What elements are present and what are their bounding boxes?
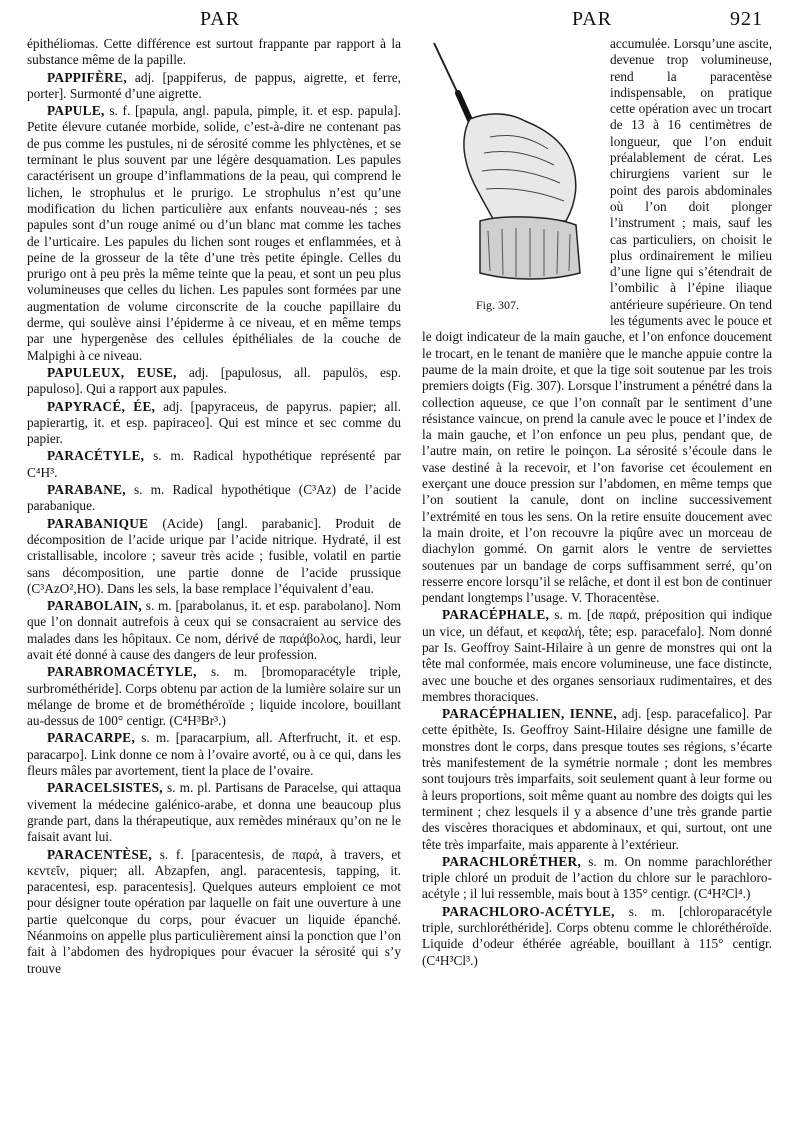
headword: PAPPIFÈRE,: [47, 69, 127, 85]
headword: PARACÉTYLE,: [47, 448, 145, 464]
running-header: [0, 8, 800, 34]
headword: PARACHLORO-ACÉTYLE,: [442, 903, 615, 919]
headword: PARABOLAIN,: [47, 598, 143, 614]
entry-papuleux: PAPULEUX, EUSE, adj. [papulosus, all. papulös, esp. papuloso]. Qui a rapport aux papules.: [27, 364, 402, 397]
entry-parabromacetyle: PARABROMACÉTYLE, s. m. [bromoparacétyle triple, surbrométhéride]. Corps obtenu par action de la lumière solaire sur un mélange de brome et de brométhéroïde ; liquide incolore, bouillant au-dessus de 100° centigr. (C⁴H³Br³.): [27, 664, 401, 729]
entry-paracelsistes: PARACELSISTES, s. m. pl. Partisans de Paracelse, qui attaqua vivement la médecine galénico-arabe, et donna une beaucoup plus grande part, dans la thérapeutique, aux remèdes minéraux qu’on ne le faisait avant lui.: [27, 780, 401, 845]
header-left-word: PAR: [200, 8, 241, 30]
headword: PARABANIQUE: [47, 515, 149, 531]
headword: PARACENTÈSE,: [47, 846, 152, 862]
right-column: [422, 36, 772, 970]
entry-parachlorether: PARACHLORÉTHER, s. m. On nomme parachloréther triple chloré un produit de l’action du chlore sur le parachloro-acétyle ; il lui ressemble, mais bout à 135° centigr. (C⁴H²Cl⁴.): [422, 853, 772, 902]
entry-pappifere: PAPPIFÈRE, adj. [pappiferus, de pappus, aigrette, et ferre, porter]. Surmonté d’une aigrette.: [27, 69, 401, 101]
headword: PAPULE,: [47, 103, 105, 119]
headword: PARACÉPHALE,: [442, 607, 550, 623]
headword: PARABANE,: [47, 482, 126, 498]
headword: PAPYRACÉ, ÉE,: [47, 398, 156, 414]
entry-paracetyle: PARACÉTYLE, s. m. Radical hypothétique représenté par C⁴H³.: [27, 448, 401, 480]
figure-307: [422, 41, 602, 325]
entry-paracentese: PARACENTÈSE, s. f. [paracentesis, de παρά, à travers, et κεντεῖν, piquer; all. Abzapfen, angl. paracentesis, tapping, it. paracentesi, esp. paracentesis]. Quelques auteurs emploient ce mot pour désigner toute opération par laquelle on fait une ouverture à une partie quelconque du corps, pour évacuer un liquide épanché. Néanmoins on appelle plus particulièrement ainsi la ponction que l’on fait à l’abdomen des hydropiques pour évacuer la sérosité qui s’y trouve: [27, 846, 401, 976]
headword: PARACARPE,: [47, 730, 136, 746]
entry-paracarpe: PARACARPE, s. m. [paracarpium, all. Afterfrucht, it. et esp. paracarpo]. Link donne ce nom à l’ovaire avorté, ou à ce qui, dans les fleurs mâles par avortement, tient la place de l’ovaire.: [27, 730, 401, 779]
headword: PARACELSISTES,: [47, 780, 163, 796]
entry-continuation-paracentese: Fig. 307. accumulée. Lorsqu’une ascite, devenue trop volumineuse, rend la paracentèse indispensable, on pratique cette opération avec un trocart de 13 à 16 centimètres de longueur, que l’on enduit préalablement de cérat. Les chirurgiens varient sur le point des parois abdominales où l’on doit plonger l’instrument ; mais, sauf les cas particuliers, on choisit le plus ordinairement le milieu d’une ligne qui s’étendrait de l’ombilic à l’épine iliaque antérieure supérieure. On tend les téguments avec le pouce et le doigt indicateur de la main gauche, et l’on enfonce doucement le trocart, en le tenant de manière que le manche appuie contre la paume de la main droite, et que la tige soit soutenue par les trois premiers doigts (Fig. 307). Lorsque l’instrument a pénétré dans la collection aqueuse, ce que l’on connaît par le sentiment d’une résistance vaincue, on prend la canule avec le pouce et l’index de la main gauche, et l’on enfonce un peu plus, pendant que, de l’autre main, on retire le poinçon. La sérosité s’écoule dans le vase destiné à la recevoir, et l’on favorise cet écoulement en exerçant une douce pression sur l’abdomen, en même temps que l’on soutient la canule, dont on incline successivement l’extrémité en tous les sens. On la retire ensuite doucement avec la main droite, et l’on recouvre la piqûre avec un morceau de diachylon gommé. On garnit alors le ventre de serviettes soutenues par un bandage de corps suffisamment serré, qu’on resserre encore lorsqu’il se relâche, et dont il est bon de continuer pendant longtemps l’usage. V. Thoracentèse.: [422, 36, 772, 606]
entry-paracephalien: PARACÉPHALIEN, IENNE, adj. [esp. paracefalico]. Par cette épithète, Is. Geoffroy Saint-Hilaire désigne une famille de monstres dont le corps, dans presque toutes ses régions, s’écarte très manifestement de la symétrie normale ; dont les membres sont toujours très imparfaits, soit seulement quant à leur forme ou à leurs proportions, soit même quant au nombre des doigts qui les terminent ; chez lesquels il y a absence d’une très grande partie des viscères thoraciques et abdominaux, et qui, surtout, ont une tête très imparfaite, mais apparente à l’extérieur.: [422, 706, 772, 852]
headword: PAPULEUX, EUSE,: [47, 364, 177, 380]
page-number: 921: [730, 8, 763, 30]
headword: PARACÉPHALIEN, IENNE,: [442, 706, 617, 722]
header-right-word: PAR: [572, 8, 613, 30]
left-column: [27, 36, 401, 978]
entry-continuation: épithéliomas. Cette différence est surtout frappante par rapport à la substance même de la papille.: [27, 36, 401, 68]
entry-papule: PAPULE, s. f. [papula, angl. papula, pimple, it. et esp. papula]. Petite élevure cutanée morbide, solide, c’est-à-dire ne contenant pas de pus comme les pustules, ni de sérosité comme les phlyctènes, et se terminant le plus souvent par une légère desquamation. Les papules caractérisent un groupe d’inflammations de la peau, qui comprend le lichen, le strophulus et le prurigo. Le strophulus n’est qu’une modification du lichen particulière aux enfants nouveau-nés ; ses papules sont d’un rouge animé ou d’un blanc mat comme les taches de l’urticaire. Les papules du lichen sont rouges et enflammées, et à peine de la grosseur de la tête d’une très petite épingle. Celles du prurigo ont à peu près la même teinte que la peau, et sont un peu plus volumineuses que celles du lichen. Les papules sont formées par une augmentation de volume circonscrite de la couche papillaire du derme, qui soulève ainsi l’épiderme à ce niveau, et en même temps par une hypergenèse des cellules épithéliales de la couche de Malpighi à ce niveau.: [27, 103, 401, 363]
entry-paracephale: PARACÉPHALE, s. m. [de παρά, préposition qui indique un vice, un défaut, et κεφαλή, tête; esp. paracefalo]. Nom donné par Is. Geoffroy Saint-Hilaire à un genre de monstres qui ont la tête mal conformée, mais encore volumineuse, une face distincte, avec une bouche et des organes sensoriaux rudimentaires, et des membres thoraciques.: [422, 607, 772, 704]
entry-parachloro-acetyle: PARACHLORO-ACÉTYLE, s. m. [chloroparacétyle triple, surchloréthéride]. Corps obtenu comme le chloréthéroïde. Liquide d’odeur éthérée agréable, bouillant à 115° centigr. (C⁴H³Cl³.): [422, 903, 772, 968]
entry-papyrace: PAPYRACÉ, ÉE, adj. [papyraceus, de papyrus. papier; all. papierartig, it. et esp. papiraceo]. Qui est mince et sec comme du papier.: [27, 398, 402, 447]
hand-holding-trocar-illustration: [430, 41, 600, 291]
entry-parabanique: PARABANIQUE (Acide) [angl. parabanic]. Produit de décomposition de l’acide urique par l’acide nitrique. Hydraté, il est cristallisable, incolore ; saveur très acide ; fusible, volatil en partie sans décomposition, une partie donne de l’acide prussique (C³AzO²,HO). Dans les sels, la base remplace l’équivalent d’eau.: [27, 515, 401, 596]
entry-parabane: PARABANE, s. m. Radical hypothétique (C³Az) de l’acide parabanique.: [27, 482, 401, 514]
entry-parabolain: PARABOLAIN, s. m. [parabolanus, it. et esp. parabolano]. Nom que l’on donnait autrefois à ceux qui se consacraient au service des malades dans les hôpitaux. Ce nom, dérivé de παράβολος, hardi, leur avait été donné à cause des dangers de leur profession.: [27, 598, 401, 662]
headword: PARACHLORÉTHER,: [442, 853, 582, 869]
headword: PARABROMACÉTYLE,: [47, 664, 197, 680]
figure-caption: Fig. 307.: [476, 298, 520, 312]
